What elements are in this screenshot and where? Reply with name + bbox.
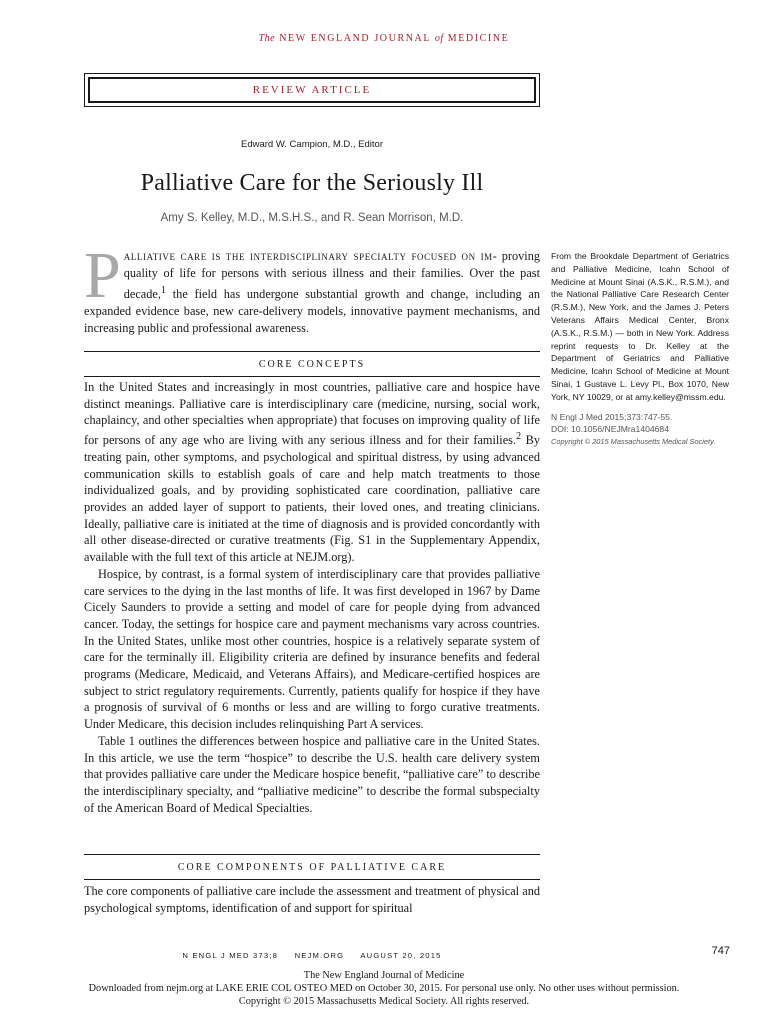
journal-header-of: of xyxy=(434,33,444,44)
drop-cap: P xyxy=(84,239,121,312)
author-affiliation: From the Brookdale Department of Geriatrics and Palliative Medicine, Icahn School of Medicine at Mount Sinai (A.S.K., R.S.M.), and the National Palliative Care Research Center (R.S.M.), New York, and the James J. Peters Veterans Affairs Medical Center, Bronx (A.S.K., R.S.M.) — both in New York. Address reprint requests to Dr. Kelley at the Department of Geriatrics and Palliative Medicine, Icahn School of Medicine at Mount Sinai, 1 Gustave L. Levy Pl., Box 1070, New York, NY 10029, or at amy.kelley@mssm.edu. xyxy=(551,251,729,402)
download-notice xyxy=(0,969,768,1009)
body-paragraph: Hospice, by contrast, is a formal system of interdisciplinary care that provides palliative care services to the dying in the last months of life. It was first developed in 1967 by Dame Cicely Saunders to provide a setting and model of care for people dying from advanced cancer. Today, the settings for hospice care and payment mechanisms vary across countries. In the United States, unlike most other countries, hospice is a relatively separate system of care for the terminally ill. Eligibility criteria are defined by insurance benefits and federal programs (Medicare, Medicaid, and Veterans Affairs), and Medicare-certified hospices are subject to strict regulatory requirements. Currently, patients qualify for hospice if they have a prognosis of survival of 6 months or less and are willing to forgo curative treatments. Under Medicare, this decision includes relinquishing Part A services. xyxy=(84,566,540,732)
paragraph-text: In the United States and increasingly in most countries, palliative care and hospice have distinct meanings. Palliative care is interdisciplinary care (medicine, nursing, social work, chaplaincy, and other specialties when appropriate) that focuses on improving quality of life for persons of any age who are living with any serious illness and for their families. xyxy=(84,380,540,448)
body-paragraph: The core components of palliative care include the assessment and treatment of physical and psychological symptoms, identification of and support for spiritual xyxy=(84,884,540,915)
download-line: The New England Journal of Medicine xyxy=(303,970,465,981)
doi-link[interactable]: DOI: 10.1056/NEJMra1404684 xyxy=(551,424,669,435)
citation: N Engl J Med 2015;373:747-55. xyxy=(551,411,673,422)
journal-header xyxy=(0,33,768,44)
article-title: Palliative Care for the Seriously Ill xyxy=(140,170,484,196)
journal-header-name: NEW ENGLAND JOURNAL xyxy=(279,33,431,44)
article-type-banner xyxy=(84,73,540,107)
running-footer: N ENGL J MED 373;8 NEJM.ORG AUGUST 20, 2015 xyxy=(182,951,442,960)
section-body-core-components xyxy=(84,883,540,916)
article-sidebar xyxy=(551,250,729,449)
article-type-label: REVIEW ARTICLE xyxy=(88,77,536,103)
page-number: 747 xyxy=(711,945,730,957)
download-line: Copyright © 2015 Massachusetts Medical Society. All rights reserved. xyxy=(238,996,530,1008)
body-paragraph: Table 1 outlines the differences between hospice and palliative care in the United States. In this article, we use the term “hospice” to describe the U.S. health care delivery system that provides palliative care under the Medicare hospice benefit, “palliative care” to describe the interdisciplinary specialty, and “palliative medicine” to describe the formal subspecialty of the American Board of Medical Specialties. xyxy=(84,733,540,815)
copyright-notice: Copyright © 2015 Massachusetts Medical Society. xyxy=(551,437,716,447)
lead-smallcaps: alliative care is the interdisciplinary specialty focused on im- xyxy=(123,249,498,263)
body-paragraph xyxy=(84,379,540,566)
author-list: Amy S. Kelley, M.D., M.S.H.S., and R. Sean Morrison, M.D. xyxy=(160,212,464,224)
section-heading-core-components: CORE COMPONENTS OF PALLIATIVE CARE xyxy=(84,854,540,880)
footnote-ref[interactable]: 2 xyxy=(516,431,522,443)
section-heading-core-concepts: CORE CONCEPTS xyxy=(84,351,540,377)
section-body-core-concepts xyxy=(84,379,540,816)
editor-line: Edward W. Campion, M.D., Editor xyxy=(240,139,384,150)
lead-text: proving quality of life for persons with serious illness and their families. Over the past decade, xyxy=(123,249,540,302)
lead-paragraph xyxy=(84,239,540,338)
lead-text-end: the field has undergone substantial growth and change, including an expanded evidence base, new care-delivery models, innovative payment mechanisms, and increasing public and professional awareness. xyxy=(84,287,540,336)
download-line: Downloaded from nejm.org at LAKE ERIE COL OSTEO MED on October 30, 2015. For personal use only. No other uses without permission. xyxy=(88,983,680,995)
journal-header-the: The xyxy=(258,33,276,44)
paragraph-text: By treating pain, other symptoms, and psychological and spiritual distress, by using advanced communication skills to establish goals of care and help match treatments to those individualized goals, and by providing sophisticated care coordination, palliative care provides an added layer of support to patients, their loved ones, and treating clinicians. Ideally, palliative care is initiated at the time of diagnosis and is provided concordantly with all other disease-directed or curative treatments (Fig. S1 in the Supplementary Appendix, available with the full text of this article at NEJM.org). xyxy=(84,433,540,565)
footnote-ref[interactable]: 1 xyxy=(160,285,167,297)
journal-header-name-end: MEDICINE xyxy=(447,33,510,44)
